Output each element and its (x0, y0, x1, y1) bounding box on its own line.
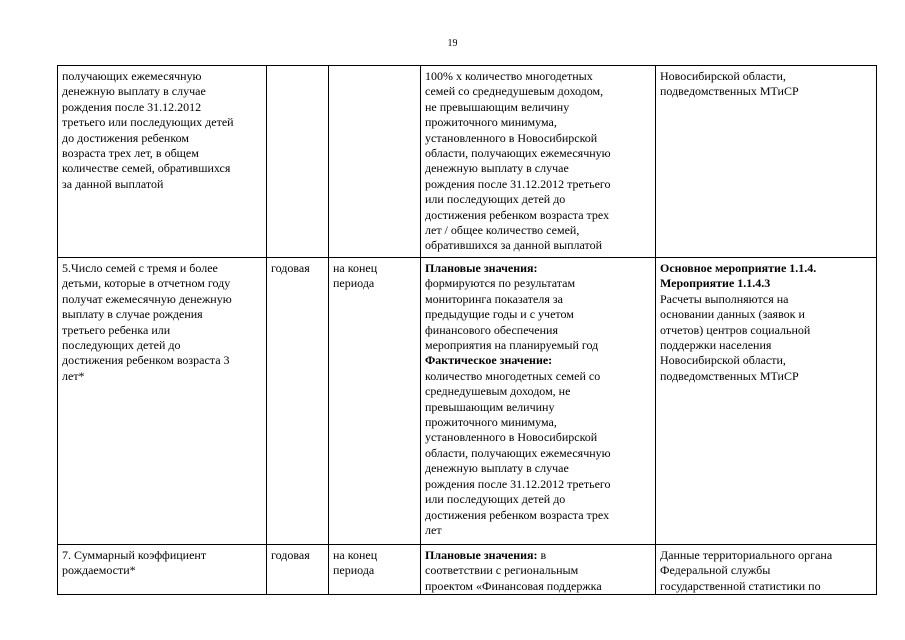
text-run: установленного в Новосибирской (425, 130, 598, 145)
indicator-line: детьми, которые в отчетном году (62, 276, 231, 291)
indicator-line: возраста трех лет, в общем (62, 146, 199, 161)
text-run: Новосибирской области, (660, 69, 786, 83)
method-line (425, 548, 651, 563)
text-run: количество многодетных семей со (425, 368, 601, 383)
text-run: 100% x количество многодетных (425, 69, 593, 83)
text-run: или последующих детей до (425, 192, 566, 207)
text-run: достижения ребенком возраста трех (425, 507, 610, 522)
method-line (425, 238, 651, 253)
method-line (425, 415, 651, 430)
text-run: в (537, 548, 547, 562)
source-line (660, 276, 872, 291)
periodicity-cell (267, 66, 329, 258)
indicator-line: количестве семей, обратившихся (62, 161, 231, 176)
method-line (425, 223, 651, 238)
text-run: обратившихся за данной выплатой (425, 238, 603, 253)
bold-heading: Плановые значения: (425, 261, 538, 275)
text-run: лет / общее количество семей, (425, 223, 580, 238)
text-run: Новосибирской области, (660, 353, 786, 368)
method-line (425, 208, 651, 223)
method-line (425, 323, 651, 338)
method-line (425, 146, 651, 161)
bold-heading: Мероприятие 1.1.4.3 (660, 276, 771, 291)
method-line (425, 508, 651, 523)
indicator-line: третьего ребенка или (62, 322, 171, 337)
periodicity-cell (267, 258, 329, 545)
text-run: поддержки населения (660, 338, 772, 353)
text-run: денежную выплату в случае (425, 161, 569, 176)
indicator-line: рождения после 31.12.2012 (62, 99, 202, 114)
method-line (425, 400, 651, 415)
method-line (425, 369, 651, 384)
indicator-line: 5.Число семей с тремя и более (62, 261, 218, 275)
bold-heading: Плановые значения: (425, 548, 538, 562)
method-line (425, 477, 651, 492)
text-run: государственной статистики по (660, 578, 821, 593)
source-cell (656, 258, 877, 545)
indicator-line: получат ежемесячную денежную (62, 291, 232, 306)
bold-heading: Основное мероприятие 1.1.4. (660, 261, 817, 275)
source-cell (656, 66, 877, 258)
indicator-line: за данной выплатой (62, 176, 164, 191)
periodicity-text: годовая (271, 548, 310, 562)
method-line (425, 523, 651, 538)
method-line (425, 177, 651, 192)
table-row (58, 258, 877, 545)
text-run: подведомственных МТиСР (660, 368, 799, 383)
indicator-line: выплату в случае рождения (62, 307, 203, 322)
bold-heading: Фактическое значение: (425, 353, 553, 368)
text-run: семей со среднедушевым доходом, (425, 84, 604, 99)
method-line (425, 384, 651, 399)
periodicity-text: годовая (271, 261, 310, 275)
source-line (660, 323, 872, 338)
text-run: мероприятия на планируемый год (425, 338, 599, 353)
method-line (425, 276, 651, 291)
method-cell (421, 66, 656, 258)
indicator-line: достижения ребенком возраста 3 (62, 353, 230, 368)
indicator-line: последующих детей до (62, 338, 181, 353)
text-run: Данные территориального органа (660, 548, 833, 562)
indicator-line: денежную выплату в случае (62, 84, 206, 99)
method-line (425, 115, 651, 130)
text-run: рождения после 31.12.2012 третьего (425, 476, 611, 491)
text-run: рождения после 31.12.2012 третьего (425, 176, 611, 191)
periodicity-cell (267, 545, 329, 595)
text-run: достижения ребенком возраста трех (425, 207, 610, 222)
text-run: предыдущие годы и с учетом (425, 307, 574, 322)
method-line (425, 100, 651, 115)
method-cell (421, 545, 656, 595)
text-run: превышающим величину (425, 399, 555, 414)
time-line: на конец (333, 261, 378, 275)
method-cell (421, 258, 656, 545)
method-line (425, 579, 651, 594)
time-cell (329, 258, 421, 545)
text-run: Федеральной службы (660, 563, 771, 578)
source-line (660, 563, 872, 578)
indicator-line: третьего или последующих детей (62, 115, 234, 130)
text-run: лет (425, 522, 442, 537)
indicator-line: 7. Суммарный коэффициент (62, 548, 207, 562)
table-row (58, 66, 877, 258)
text-run: формируются по результатам (425, 276, 576, 291)
method-line (425, 563, 651, 578)
indicator-line: лет* (62, 368, 85, 383)
method-line (425, 430, 651, 445)
page-number: 19 (447, 38, 458, 49)
indicator-cell (58, 545, 267, 595)
table-row (58, 545, 877, 595)
text-run: отчетов) центров социальной (660, 322, 811, 337)
method-line (425, 307, 651, 322)
time-line: на конец (333, 548, 378, 562)
source-line (660, 69, 872, 84)
text-run: области, получающих ежемесячную (425, 445, 611, 460)
method-line (425, 461, 651, 476)
method-line (425, 338, 651, 353)
indicator-line: получающих ежемесячную (62, 69, 202, 83)
text-run: основании данных (заявок и (660, 307, 805, 322)
text-run: мониторинга показателя за (425, 291, 563, 306)
text-run: прожиточного минимума, (425, 115, 557, 130)
source-line (660, 84, 872, 99)
indicator-cell (58, 258, 267, 545)
text-run: не превышающим величину (425, 99, 570, 114)
method-line (425, 492, 651, 507)
text-run: установленного в Новосибирской (425, 430, 598, 445)
indicator-line: до достижения ребенком (62, 130, 189, 145)
indicator-cell (58, 66, 267, 258)
indicator-line: рождаемости* (62, 563, 136, 578)
method-line (425, 292, 651, 307)
source-cell (656, 545, 877, 595)
time-line: периода (333, 276, 375, 291)
text-run: среднедушевым доходом, не (425, 384, 571, 399)
text-run: или последующих детей до (425, 492, 566, 507)
method-line (425, 446, 651, 461)
method-line (425, 261, 651, 276)
source-line (660, 292, 872, 307)
text-run: подведомственных МТиСР (660, 84, 799, 99)
source-line (660, 548, 872, 563)
source-line (660, 369, 872, 384)
text-run: соответствии с региональным (425, 563, 579, 578)
source-line (660, 579, 872, 594)
method-line (425, 131, 651, 146)
source-line (660, 307, 872, 322)
time-line: периода (333, 563, 375, 578)
indicators-table (57, 65, 877, 595)
method-line (425, 84, 651, 99)
text-run: финансового обеспечения (425, 322, 558, 337)
method-line (425, 161, 651, 176)
text-run: денежную выплату в случае (425, 461, 569, 476)
method-line (425, 69, 651, 84)
method-line (425, 192, 651, 207)
source-line (660, 261, 872, 276)
source-line (660, 353, 872, 368)
text-run: прожиточного минимума, (425, 415, 557, 430)
time-cell (329, 66, 421, 258)
method-line (425, 353, 651, 368)
time-cell (329, 545, 421, 595)
text-run: Расчеты выполняются на (660, 291, 789, 306)
text-run: проектом «Финансовая поддержка (425, 578, 602, 593)
source-line (660, 338, 872, 353)
text-run: области, получающих ежемесячную (425, 146, 611, 161)
